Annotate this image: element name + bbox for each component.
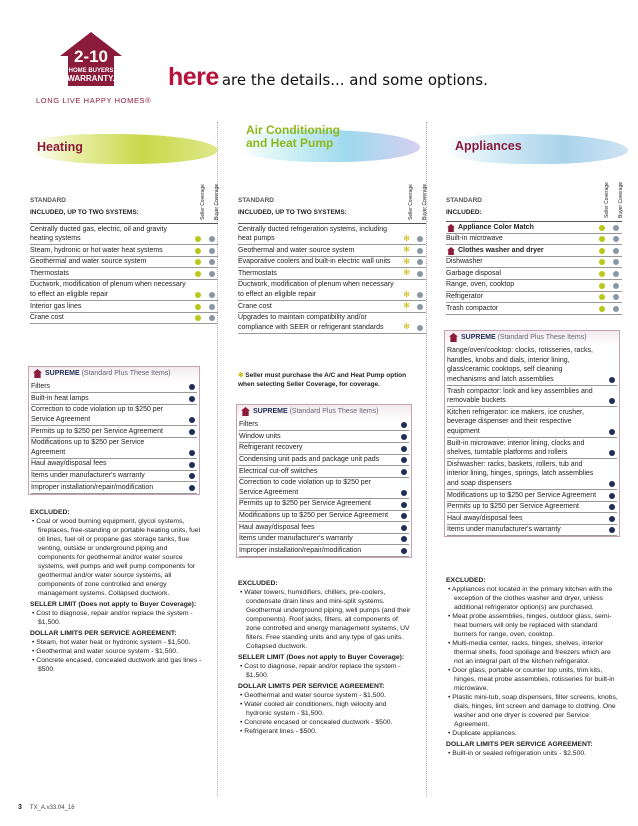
list-item: Permits up to $250 per Service Agreement [31,426,197,438]
buyer-dot-icon [417,304,423,310]
supreme-rows [29,382,199,494]
heating-supreme-box [28,366,200,495]
seller-dot-icon [599,236,605,242]
list-item: Ductwork, modification of plenum when necessary to effect an eligible repair ✻ [238,280,426,301]
dollar-limits-title: DOLLAR LIMITS PER SERVICE AGREEMENT: [238,683,385,690]
standard-label: STANDARD [446,197,482,204]
supreme-dot-icon [609,450,615,456]
standard-sub: INCLUDED, UP TO TWO SYSTEMS: [30,209,139,217]
heating-standard-rows [30,224,218,324]
dollar-limit-item: • Steam, hot water heat or hydronic system - $1,500. [32,639,191,646]
supreme-dot-icon [609,527,615,533]
supreme-dot-icon [401,513,407,519]
svg-text:WARRANTY.: WARRANTY. [67,74,115,83]
list-item: Modifications up to $250 per Service Agreement [31,438,197,459]
list-item: Range, oven, cooktop [446,280,622,292]
supreme-house-icon [449,333,458,342]
excluded-item: • Plastic mini-tub, soap dispensers, filter screens, knobs, dials, hinges, lint screen and damage to clothing. One washer and one dryer is covered per Service Agreement. [448,694,618,728]
supreme-dot-icon [189,429,195,435]
buyer-dot-icon [613,248,619,254]
svg-text:2-10: 2-10 [73,47,109,66]
excluded-item: • Duplicate appliances. [448,730,517,737]
list-item: Haul away/disposal fees [31,459,197,471]
supreme-dot-icon [189,473,195,479]
supreme-header: SUPREME (Standard Plus These Items) [237,405,411,420]
supreme-dot-icon [401,446,407,452]
supreme-dot-icon [609,516,615,522]
seller-limit-title: SELLER LIMIT (Does not apply to Buyer Coverage): [30,601,197,608]
excluded-item: • Appliances not located in the primary kitchen with the exception of the clothes washer and dryer, unless additional refrigerator option(s) are purchased. [448,586,613,611]
buyer-dot-icon [209,315,215,321]
ac-standard-rows [238,224,426,334]
ac-standard-header [238,185,426,224]
list-item: Garbage disposal [446,268,622,280]
list-item: Modifications up to $250 per Service Agreement [447,490,617,502]
seller-dot-icon [195,315,201,321]
buyer-dot-icon [417,271,423,277]
appliances-supreme-box [444,330,620,537]
buyer-dot-icon [209,271,215,277]
buyer-dot-icon [417,325,423,331]
standard-label: STANDARD [238,197,274,204]
supreme-dot-icon [189,417,195,423]
list-item: Crane cost [30,313,218,325]
list-item: Thermostats ✻ [238,268,426,280]
list-item: Filters [239,420,409,432]
supreme-house-icon [447,247,455,255]
seller-dot-icon [599,283,605,289]
excluded-item: • Multi-media center, racks, hinges, shelves, interior thermal shells, food spoilage and freezers which are not an integral part of the kitchen refrigerator. [448,640,611,665]
list-item: Haul away/disposal fees [447,513,617,525]
supreme-dot-icon [609,493,615,499]
appliances-exclusions [446,574,622,758]
list-item: Improper installation/repair/modification [31,482,197,494]
buyer-dot-icon [417,236,423,242]
buyer-dot-icon [417,248,423,254]
asterisk-icon: ✻ [403,301,410,311]
buyer-dot-icon [417,292,423,298]
appliances-standard-header [446,181,624,222]
list-item: Correction to code violation up to $250 per Service Agreement [31,405,197,426]
list-item: Haul away/disposal fees [239,522,409,534]
asterisk-icon: ✻ [403,233,410,243]
list-item: Refrigerant recovery [239,443,409,455]
excluded-title: EXCLUDED: [446,577,486,584]
supreme-house-icon [33,369,42,378]
supreme-dot-icon [401,536,407,542]
supreme-dot-icon [401,457,407,463]
seller-limit-item: • Cost to diagnose, repair and/or replace the system - $1,500. [32,610,193,626]
buyer-dot-icon [613,225,619,231]
supreme-dot-icon [401,434,407,440]
list-item: Clothes washer and dryer [446,245,622,257]
page-headline [168,62,488,93]
supreme-dot-icon [609,504,615,510]
supreme-dot-icon [609,429,615,435]
list-item: Centrally ducted gas, electric, oil and gravity heating systems [30,224,218,245]
list-item: Improper installation/repair/modification [239,545,409,557]
document-code: TX_A.v33.04_16 [29,805,75,811]
supreme-house-icon [241,407,250,416]
buyer-coverage-label: Buyer Coverage [214,183,220,220]
seller-coverage-label: Seller Coverage [200,184,206,220]
supreme-dot-icon [401,490,407,496]
seller-dot-icon [599,306,605,312]
list-item: Upgrades to maintain compatibility and/or compliance with SEER or refrigerant standards ✻ [238,313,426,334]
supreme-dot-icon [189,485,195,491]
seller-dot-icon [599,294,605,300]
tagline: LONG LIVE HAPPY HOMES® [36,96,152,105]
buyer-dot-icon [417,259,423,265]
list-item: Dishwasher [446,257,622,269]
list-item: Trash compactor: lock and key assemblies and removable buckets [447,386,617,407]
headline-emphasis: here [168,63,219,91]
list-item: Geothermal and water source system ✻ [238,245,426,257]
column-divider [426,122,427,796]
excluded-item: • Door glass, portable or counter top units, trim kits, hinges, meat probe assemblies, rotisseries for built-in microwave. [448,667,615,692]
list-item: Permits up to $250 per Service Agreement [447,502,617,514]
list-item: Dishwasher: racks, baskets, rollers, tub and interior lining, hinges, springs, latch assemblies and soap dispensers [447,459,617,490]
list-item: Evaporative coolers and built-in electric wall units ✻ [238,257,426,269]
standard-label: STANDARD [30,197,66,204]
supreme-dot-icon [401,548,407,554]
list-item: Built-in heat lamps [31,393,197,405]
seller-limit-item: • Cost to diagnose, repair and/or replace the system - $1,500. [240,663,401,679]
buyer-dot-icon [209,259,215,265]
heating-exclusions [30,506,202,674]
supreme-dot-icon [401,525,407,531]
dollar-limit-item: • Geothermal and water source system - $1,500. [32,648,178,655]
ac-title: Air Conditioning and Heat Pump [246,123,340,151]
list-item: Appliance Color Match [446,222,622,234]
supreme-header: SUPREME (Standard Plus These Items) [445,331,619,346]
buyer-dot-icon [613,294,619,300]
buyer-coverage-label: Buyer Coverage [618,181,624,218]
heating-standard-header [30,185,218,224]
asterisk-icon: ✻ [403,289,410,299]
seller-dot-icon [195,304,201,310]
list-item: Trash compactor [446,303,622,315]
dollar-limits-title: DOLLAR LIMITS PER SERVICE AGREEMENT: [446,741,593,748]
list-item: Ductwork, modification of plenum when necessary to effect an eligible repair [30,280,218,301]
buyer-dot-icon [613,283,619,289]
buyer-dot-icon [613,306,619,312]
excluded-title: EXCLUDED: [238,580,278,587]
house-logo-icon [56,30,126,88]
buyer-dot-icon [209,236,215,242]
list-item: Steam, hydronic or hot water heat systems [30,245,218,257]
supreme-house-icon [447,224,455,232]
seller-dot-icon [195,236,201,242]
seller-dot-icon [599,271,605,277]
buyer-coverage-label: Buyer Coverage [422,183,428,220]
buyer-dot-icon [613,259,619,265]
appliances-standard-rows [446,222,622,315]
supreme-dot-icon [401,469,407,475]
page-number: 3 [18,804,22,811]
supreme-dot-icon [189,384,195,390]
buyer-dot-icon [613,236,619,242]
seller-coverage-label: Seller Coverage [408,184,414,220]
seller-dot-icon [195,248,201,254]
dollar-limits-title: DOLLAR LIMITS PER SERVICE AGREEMENT: [30,630,177,637]
ac-supreme-box [236,404,412,558]
page-footer [18,804,75,813]
seller-dot-icon [599,225,605,231]
buyer-dot-icon [613,271,619,277]
supreme-dot-icon [609,377,615,383]
brand-logo [44,30,140,88]
headline-rest: are the details... and some options. [221,71,488,89]
list-item: Items under manufacturer's warranty [239,534,409,546]
heating-title: Heating [37,140,83,154]
buyer-dot-icon [209,248,215,254]
list-item: Crane cost ✻ [238,301,426,313]
list-item: Permits up to $250 per Service Agreement [239,499,409,511]
asterisk-icon: ✻ [403,322,410,332]
dollar-limit-item: • Built-in or sealed refrigeration units - $2,500. [448,750,587,757]
asterisk-icon: ✻ [238,372,244,379]
standard-sub: INCLUDED, UP TO TWO SYSTEMS: [238,209,347,217]
standard-sub: INCLUDED: [446,209,482,217]
list-item: Condensing unit pads and package unit pads [239,455,409,467]
dollar-limit-item: • Refrigerant lines - $500. [240,728,317,735]
appliances-title: Appliances [455,139,522,153]
asterisk-icon: ✻ [403,268,410,278]
supreme-rows [445,346,619,537]
seller-dot-icon [195,292,201,298]
dollar-limit-item: • Water cooled air conditioners, high velocity and hydronic system - $1,500. [240,701,387,717]
dollar-limit-item: • Concrete encased, concealed ductwork and gas lines - $500. [32,657,202,673]
list-item: Correction to code violation up to $250 per Service Agreement [239,478,409,499]
dollar-limit-item: • Geothermal and water source system - $1,500. [240,692,386,699]
seller-dot-icon [599,259,605,265]
list-item: Filters [31,382,197,394]
excluded-title: EXCLUDED: [30,509,70,516]
list-item: Refrigerator [446,292,622,304]
ac-exclusions [238,577,414,736]
supreme-dot-icon [401,422,407,428]
supreme-dot-icon [189,396,195,402]
supreme-rows [237,420,411,557]
buyer-dot-icon [209,304,215,310]
list-item: Centrally ducted refrigeration systems, including heat pumps ✻ [238,224,426,245]
buyer-dot-icon [209,292,215,298]
list-item: Geothermal and water source system [30,257,218,269]
asterisk-icon: ✻ [403,256,410,266]
list-item: Built-in microwave: interior lining, clocks and shelves, turntable platforms and rollers [447,438,617,459]
supreme-dot-icon [189,450,195,456]
list-item: Modifications up to $250 per Service Agreement [239,511,409,523]
supreme-dot-icon [609,398,615,404]
excluded-item: • Water towers, humidifiers, chillers, pre-coolers, condensate drain lines and mini-split systems. Geothermal underground piping, well pumps (and their components). Roof jacks, filters, all components of zone controlled and energy management systems, UV filters. Free standing units and any type of gas units. Collapsed ductwork. [240,589,411,650]
svg-text:HOME BUYERS: HOME BUYERS [68,68,114,74]
ac-seller-note: ✻ Seller must purchase the A/C and Heat Pump option when selecting Seller Coverage, for coverage. [238,372,407,388]
supreme-dot-icon [609,481,615,487]
list-item: Items under manufacturer's warranty [31,471,197,483]
list-item: Interior gas lines [30,301,218,313]
asterisk-icon: ✻ [403,245,410,255]
list-item: Range/oven/cooktop: clocks, rotisseries, racks, handles, knobs and dials, interior lining, glass/ceramic cooktops, self cleaning mechanisms and latch assemblies [447,346,617,386]
list-item: Items under manufacturer's warranty [447,525,617,537]
excluded-item: • Meat probe assemblies, hinges, outdoor glass, semi-heat burners will only be replaced with standard burners for range, oven, cooktop. [448,613,612,638]
list-item: Kitchen refrigerator: ice makers, ice crusher, beverage dispenser and their respective equipment [447,407,617,438]
list-item: Built-in microwave [446,234,622,246]
supreme-dot-icon [189,462,195,468]
dollar-limit-item: • Concrete encased or concealed ductwork - $500. [240,719,393,726]
seller-dot-icon [195,271,201,277]
seller-coverage-label: Seller Coverage [604,182,610,218]
list-item: Window units [239,431,409,443]
supreme-header: SUPREME (Standard Plus These Items) [29,367,199,382]
supreme-dot-icon [401,502,407,508]
seller-dot-icon [599,248,605,254]
list-item: Electrical cut-off switches [239,466,409,478]
excluded-item: • Coal or wood burning equipment, glycol systems, fireplaces, free-standing or portable heating units, fuel oil lines, fuel oil or propane gas storage tanks, flue venting, outside or underground piping and components for geothermal and/or water source systems, well pumps and well pump components for geothermal and/or water source systems, all components of zone controlled and energy management systems. Collapsed ductwork. [32,518,201,597]
list-item: Thermostats [30,268,218,280]
seller-limit-title: SELLER LIMIT (Does not apply to Buyer Coverage): [238,654,405,661]
seller-dot-icon [195,259,201,265]
